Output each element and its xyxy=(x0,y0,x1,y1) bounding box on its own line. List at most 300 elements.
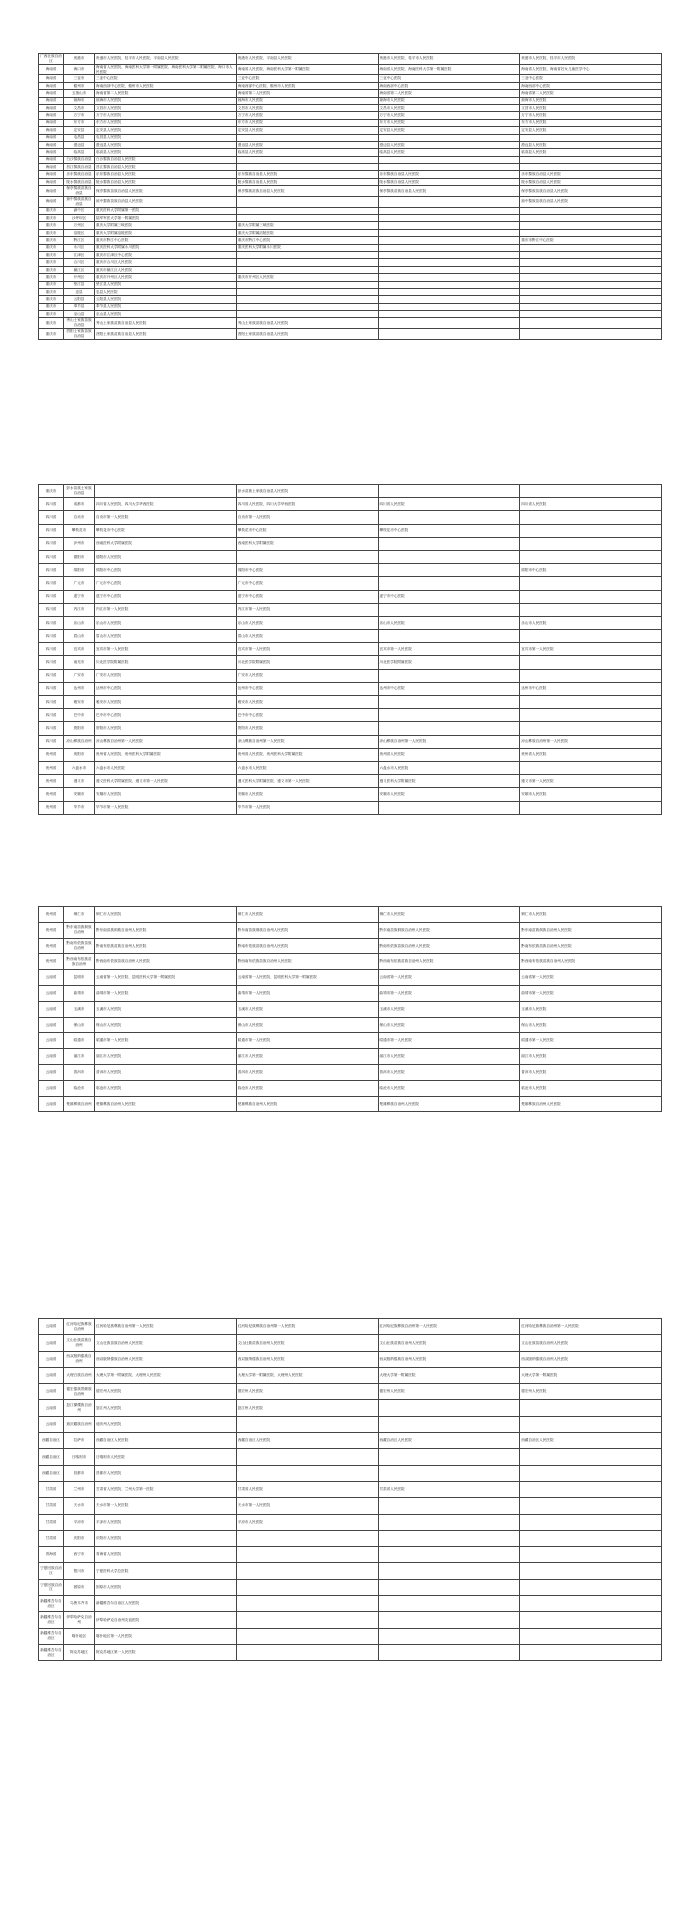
table-row xyxy=(39,1514,662,1530)
hospital-cell xyxy=(378,1498,520,1514)
hospital-cell: 陵水黎族自治县人民医院 xyxy=(378,178,520,185)
hospital-cell xyxy=(378,709,520,722)
hospital-cell xyxy=(378,329,520,340)
city-cell: 平凉市 xyxy=(64,1514,95,1530)
hospital-cell: 重庆大学附属三峡医院 xyxy=(95,222,237,229)
table-row xyxy=(39,75,662,82)
hospital-cell: 重庆市黔江中心医院 xyxy=(520,237,662,244)
hospital-cell: 遵义医科大学附属医院、遵义市第一人民医院 xyxy=(95,775,237,788)
hospital-cell: 文昌市人民医院 xyxy=(236,104,378,111)
hospital-cell xyxy=(378,603,520,616)
city-cell: 昆明市 xyxy=(64,970,95,986)
table-row xyxy=(39,97,662,104)
hospital-cell xyxy=(520,1465,662,1481)
province-cell: 四川省 xyxy=(39,577,64,590)
city-cell: 凉山彝族自治州 xyxy=(64,735,95,748)
hospital-cell: 黔东南苗族侗族自治州人民医院 xyxy=(95,922,237,938)
hospital-cell xyxy=(520,1481,662,1497)
hospital-cell: 达州市中心医院 xyxy=(95,682,237,695)
table-row xyxy=(39,970,662,986)
city-cell: 银川市 xyxy=(64,1563,95,1579)
hospital-cell xyxy=(236,1547,378,1563)
hospital-cell: 临沧市人民医院 xyxy=(378,1080,520,1096)
table-row xyxy=(39,134,662,141)
hospital-cell: 海南省人民医院、海南医科大学第一附属医院 xyxy=(236,64,378,75)
hospital-cell: 普洱市人民医院 xyxy=(378,1064,520,1080)
province-cell: 重庆市 xyxy=(39,207,64,214)
hospital-cell: 自贡市第一人民医院 xyxy=(95,511,237,524)
hospital-cell: 乐山市人民医院 xyxy=(236,616,378,629)
hospital-cell xyxy=(378,537,520,550)
city-cell: 广安市 xyxy=(64,669,95,682)
table-row xyxy=(39,511,662,524)
hospital-cell xyxy=(520,696,662,709)
hospital-cell: 大理大学第一附属医院 xyxy=(378,1367,520,1383)
city-cell: 毕节市 xyxy=(64,801,95,814)
province-cell: 云南省 xyxy=(39,1080,64,1096)
hospital-cell: 万宁市人民医院 xyxy=(520,112,662,119)
hospital-cell xyxy=(520,164,662,171)
hospital-cell xyxy=(378,1579,520,1595)
hospital-cell: 临高县人民医院 xyxy=(95,149,237,156)
hospital-cell: 乐山市人民医院 xyxy=(95,616,237,629)
hospital-cell: 黔东南苗族侗族自治州人民医院 xyxy=(378,922,520,938)
province-cell: 四川省 xyxy=(39,603,64,616)
hospital-cell: 青海省人民医院 xyxy=(95,1547,237,1563)
city-cell: 五指山市 xyxy=(64,90,95,97)
hospital-cell: 保山市人民医院 xyxy=(378,1017,520,1033)
city-cell: 泸州市 xyxy=(64,537,95,550)
city-cell: 达州市 xyxy=(64,682,95,695)
city-cell: 内江市 xyxy=(64,603,95,616)
hospital-cell: 陵水黎族自治县人民医院 xyxy=(520,178,662,185)
hospital-cell xyxy=(520,524,662,537)
hospital-cell xyxy=(236,156,378,163)
hospital-cell: 澄迈县人民医院 xyxy=(95,141,237,148)
hospital-cell xyxy=(378,266,520,273)
hospital-cell xyxy=(520,281,662,288)
city-cell: 沙坪坝区 xyxy=(64,215,95,222)
hospital-cell: 遂宁市中心医院 xyxy=(378,590,520,603)
city-cell: 三亚市 xyxy=(64,75,95,82)
hospital-cell: 昭通市第一人民医院 xyxy=(520,1033,662,1049)
hospital-cell: 绵阳市中心医院 xyxy=(95,564,237,577)
hospital-cell: 忠县人民医院 xyxy=(95,288,237,295)
city-cell: 曲靖市 xyxy=(64,985,95,1001)
hospital-cell: 红河哈尼族彝族自治州第一人民医院 xyxy=(236,1319,378,1335)
table-row xyxy=(39,643,662,656)
hospital-cell: 贵港市人民医院、桂平市人民医院 xyxy=(378,54,520,65)
hospital-cell: 乐东黎族自治县人民医院 xyxy=(520,171,662,178)
hospital-cell: 遂宁市中心医院 xyxy=(236,590,378,603)
hospital-cell: 澄迈县人民医院 xyxy=(236,141,378,148)
city-cell: 乌鲁木齐市 xyxy=(64,1596,95,1612)
city-cell: 楚雄彝族自治州 xyxy=(64,1096,95,1112)
hospital-cell: 攀枝花市中心医院 xyxy=(236,524,378,537)
province-cell: 云南省 xyxy=(39,1017,64,1033)
hospital-cell: 四川省人民医院 xyxy=(520,498,662,511)
table-page-3 xyxy=(38,906,662,1112)
province-cell: 云南省 xyxy=(39,1335,64,1351)
hospital-cell xyxy=(520,761,662,774)
hospital-cell: 海南省第二人民医院 xyxy=(236,90,378,97)
city-cell: 六盘水市 xyxy=(64,761,95,774)
hospital-cell xyxy=(520,296,662,303)
city-cell: 屯昌县 xyxy=(64,134,95,141)
hospital-cell xyxy=(378,630,520,643)
hospital-cell: 万宁市人民医院 xyxy=(95,112,237,119)
province-cell: 贵州省 xyxy=(39,907,64,923)
province-cell: 云南省 xyxy=(39,1064,64,1080)
city-cell: 宜宾市 xyxy=(64,643,95,656)
table-row xyxy=(39,775,662,788)
hospital-cell: 铜仁市人民医院 xyxy=(236,907,378,923)
city-cell: 保亭黎族苗族自治县 xyxy=(64,186,95,197)
hospital-cell: 安顺市人民医院 xyxy=(95,788,237,801)
hospital-cell xyxy=(520,288,662,295)
hospital-cell: 海南省第二人民医院 xyxy=(378,90,520,97)
hospital-cell: 内江市第一人民医院 xyxy=(95,603,237,616)
table-row xyxy=(39,669,662,682)
hospital-cell xyxy=(378,222,520,229)
city-cell: 昌江黎族自治县 xyxy=(64,164,95,171)
hospital-cell: 铜仁市人民医院 xyxy=(520,907,662,923)
hospital-cell xyxy=(378,564,520,577)
province-cell: 贵州省 xyxy=(39,922,64,938)
province-cell: 贵州省 xyxy=(39,748,64,761)
hospital-cell: 重庆市黔江中心医院 xyxy=(95,237,237,244)
province-cell: 重庆市 xyxy=(39,229,64,236)
table-row xyxy=(39,761,662,774)
province-cell: 重庆市 xyxy=(39,485,64,498)
hospital-cell: 文山壮族苗族自治州人民医院 xyxy=(378,1335,520,1351)
hospital-cell xyxy=(378,215,520,222)
hospital-cell: 白沙黎族自治县人民医院 xyxy=(95,156,237,163)
table-row xyxy=(39,156,662,163)
hospital-cell: 宜宾市第一人民医院 xyxy=(95,643,237,656)
province-cell: 贵州省 xyxy=(39,801,64,814)
province-cell: 贵州省 xyxy=(39,954,64,970)
province-cell: 重庆市 xyxy=(39,274,64,281)
hospital-cell xyxy=(236,215,378,222)
city-cell: 兰州市 xyxy=(64,1481,95,1497)
hospital-cell: 三亚中心医院 xyxy=(378,75,520,82)
hospital-cell: 琼海市人民医院 xyxy=(520,97,662,104)
hospital-cell: 琼海市人民医院 xyxy=(378,97,520,104)
hospital-cell xyxy=(520,1596,662,1612)
table-row xyxy=(39,985,662,1001)
hospital-cell: 东方市人民医院 xyxy=(95,119,237,126)
table-row xyxy=(39,112,662,119)
hospital-cell: 酉阳土家族苗族自治县人民医院 xyxy=(236,329,378,340)
province-cell: 四川省 xyxy=(39,735,64,748)
province-cell: 甘肃省 xyxy=(39,1530,64,1546)
hospital-cell xyxy=(520,274,662,281)
province-cell: 四川省 xyxy=(39,564,64,577)
city-cell: 德阳市 xyxy=(64,550,95,563)
hospital-cell xyxy=(520,215,662,222)
province-cell: 广西壮族自治区 xyxy=(40,54,62,63)
table-row xyxy=(39,1596,662,1612)
hospital-cell: 文山壮族苗族自治州人民医院 xyxy=(236,1335,378,1351)
table-row xyxy=(39,1001,662,1017)
table-row xyxy=(39,656,662,669)
hospital-cell: 平凉市人民医院 xyxy=(236,1514,378,1530)
city-cell: 陵水黎族自治县 xyxy=(64,178,95,185)
hospital-cell: 巴中市中心医院 xyxy=(236,709,378,722)
hospital-cell xyxy=(236,311,378,318)
hospital-cell: 重庆医科大学附属永川医院 xyxy=(95,244,237,251)
table-row xyxy=(39,1579,662,1595)
hospital-cell: 乐东黎族自治县人民医院 xyxy=(378,171,520,178)
city-cell: 阿克苏地区 xyxy=(64,1644,95,1660)
province-cell: 贵州省 xyxy=(39,788,64,801)
hospital-cell: 定安县人民医院 xyxy=(236,127,378,134)
hospital-cell xyxy=(378,1644,520,1660)
hospital-cell xyxy=(520,1628,662,1644)
province-cell: 云南省 xyxy=(39,1400,64,1416)
table-row xyxy=(39,788,662,801)
hospital-cell: 贵港市人民医院、平南县人民医院 xyxy=(236,54,378,65)
hospital-cell: 玉溪市人民医院 xyxy=(95,1001,237,1017)
hospital-cell: 黔西南布依族苗族自治州人民医院 xyxy=(95,954,237,970)
hospital-cell: 琼海市人民医院 xyxy=(95,97,237,104)
city-cell: 乐东黎族自治县 xyxy=(64,171,95,178)
hospital-cell: 德宏州人民医院 xyxy=(95,1384,237,1400)
hospital-cell: 贵州省人民医院 xyxy=(378,748,520,761)
hospital-cell xyxy=(520,156,662,163)
hospital-cell: 攀枝花市中心医院 xyxy=(95,524,237,537)
table-row xyxy=(39,1033,662,1049)
hospital-cell: 定安县人民医院 xyxy=(520,127,662,134)
hospital-cell xyxy=(378,274,520,281)
city-cell: 开州区 xyxy=(64,274,95,281)
hospital-cell: 西南医科大学附属医院 xyxy=(95,537,237,550)
hospital-cell: 乐山市人民医院 xyxy=(378,616,520,629)
city-cell: 喀什地区 xyxy=(64,1628,95,1644)
table-row xyxy=(39,1628,662,1644)
hospital-table xyxy=(38,484,662,815)
table-row xyxy=(39,682,662,695)
table-row xyxy=(39,1563,662,1579)
province-cell: 四川省 xyxy=(39,524,64,537)
table-row xyxy=(39,178,662,185)
hospital-cell: 平凉市人民医院 xyxy=(95,1514,237,1530)
hospital-cell: 楚雄彝族自治州人民医院 xyxy=(378,1096,520,1112)
hospital-cell: 文昌市人民医院 xyxy=(95,104,237,111)
hospital-cell: 眉山市人民医院 xyxy=(95,630,237,643)
hospital-cell xyxy=(378,722,520,735)
city-cell: 文昌市 xyxy=(64,104,95,111)
hospital-cell: 楚雄彝族自治州人民医院 xyxy=(520,1096,662,1112)
hospital-cell: 屯昌县人民医院 xyxy=(95,134,237,141)
hospital-cell xyxy=(520,222,662,229)
city-cell: 万宁市 xyxy=(64,112,95,119)
hospital-cell: 广元市中心医院 xyxy=(95,577,237,590)
province-cell: 海南省 xyxy=(39,196,64,207)
table-row xyxy=(39,938,662,954)
table-row xyxy=(39,735,662,748)
hospital-cell: 广安市人民医院 xyxy=(95,669,237,682)
hospital-cell xyxy=(520,1400,662,1416)
hospital-cell: 凉山彝族自治州第一人民医院 xyxy=(95,735,237,748)
city-cell: 定安县 xyxy=(64,127,95,134)
hospital-cell: 文昌市人民医院 xyxy=(378,104,520,111)
city-cell: 眉山市 xyxy=(64,630,95,643)
hospital-cell xyxy=(520,1498,662,1514)
hospital-cell: 云南省第一人民医院 xyxy=(378,970,520,986)
province-cell: 甘肃省 xyxy=(39,1498,64,1514)
province-cell: 四川省 xyxy=(39,669,64,682)
city-cell: 云阳县 xyxy=(64,296,95,303)
hospital-cell xyxy=(378,1514,520,1530)
table-row xyxy=(39,237,662,244)
province-cell: 重庆市 xyxy=(39,296,64,303)
table-page-4 xyxy=(38,1318,662,1661)
hospital-cell xyxy=(378,296,520,303)
hospital-cell: 海南西部中心医院 xyxy=(520,82,662,89)
hospital-cell: 天水市第一人民医院 xyxy=(95,1498,237,1514)
province-cell: 新疆维吾尔自治区 xyxy=(39,1596,64,1612)
hospital-cell: 黔西南布依族苗族自治州人民医院 xyxy=(378,954,520,970)
table-row xyxy=(39,54,662,65)
hospital-cell: 大理大学第一附属医院 xyxy=(520,1367,662,1383)
hospital-cell xyxy=(520,1644,662,1660)
hospital-cell xyxy=(378,229,520,236)
table-row xyxy=(39,748,662,761)
hospital-cell: 日喀则市人民医院 xyxy=(95,1449,237,1465)
table-row xyxy=(39,82,662,89)
hospital-cell xyxy=(378,303,520,310)
hospital-cell: 宁夏医科大学总医院 xyxy=(95,1563,237,1579)
city-cell: 黔南布依族苗族自治州 xyxy=(64,938,95,954)
hospital-cell: 昌江黎族自治县人民医院 xyxy=(95,164,237,171)
city-cell: 资阳市 xyxy=(64,722,95,735)
hospital-cell: 陵水黎族自治县人民医院 xyxy=(236,178,378,185)
table-row xyxy=(39,1064,662,1080)
hospital-cell xyxy=(378,281,520,288)
table-row xyxy=(39,696,662,709)
province-cell: 甘肃省 xyxy=(39,1481,64,1497)
hospital-cell xyxy=(378,156,520,163)
hospital-cell xyxy=(520,1579,662,1595)
table-row xyxy=(39,288,662,295)
hospital-cell xyxy=(236,288,378,295)
hospital-cell: 遵义医科大学附属医院 xyxy=(378,775,520,788)
hospital-cell xyxy=(378,511,520,524)
hospital-cell xyxy=(378,134,520,141)
hospital-cell: 彭水苗族土家族自治县人民医院 xyxy=(236,485,378,498)
city-cell: 秀山土家族苗族自治县 xyxy=(64,318,95,329)
hospital-cell xyxy=(520,801,662,814)
hospital-cell xyxy=(378,1596,520,1612)
hospital-cell: 东方市人民医院 xyxy=(520,119,662,126)
hospital-cell: 黔东南苗族侗族自治州人民医院 xyxy=(236,922,378,938)
hospital-cell: 文昌市人民医院 xyxy=(520,104,662,111)
province-cell: 云南省 xyxy=(39,1096,64,1112)
hospital-cell xyxy=(378,207,520,214)
hospital-cell xyxy=(236,196,378,207)
city-cell: 固原市 xyxy=(64,1579,95,1595)
hospital-cell: 绵阳市中心医院 xyxy=(236,564,378,577)
table-row xyxy=(39,64,662,75)
table-row xyxy=(39,186,662,197)
hospital-cell: 德宏州人民医院 xyxy=(520,1384,662,1400)
city-cell: 遵义市 xyxy=(64,775,95,788)
hospital-cell xyxy=(520,656,662,669)
hospital-cell: 西藏自治区人民医院 xyxy=(378,1433,520,1449)
hospital-cell xyxy=(520,669,662,682)
hospital-table xyxy=(38,53,662,340)
hospital-cell: 楚雄彝族自治州人民医院 xyxy=(236,1096,378,1112)
hospital-cell: 达州市中心医院 xyxy=(378,682,520,695)
hospital-cell: 眉山市人民医院 xyxy=(236,630,378,643)
city-cell: 永川区 xyxy=(64,244,95,251)
hospital-cell xyxy=(236,207,378,214)
city-cell: 安顺市 xyxy=(64,788,95,801)
hospital-cell: 重庆市綦江区人民医院 xyxy=(95,266,237,273)
table-row xyxy=(39,1319,662,1335)
table-page-1 xyxy=(38,53,662,340)
city-cell: 迪庆藏族自治州 xyxy=(64,1416,95,1432)
table-row xyxy=(39,590,662,603)
hospital-cell xyxy=(520,550,662,563)
province-cell: 海南省 xyxy=(39,97,64,104)
city-cell: 临沧市 xyxy=(64,1080,95,1096)
hospital-cell: 保山市人民医院 xyxy=(236,1017,378,1033)
hospital-cell xyxy=(378,196,520,207)
province-cell: 海南省 xyxy=(39,75,64,82)
table-row xyxy=(39,1465,662,1481)
hospital-cell: 澄迈县人民医院 xyxy=(520,141,662,148)
province-cell: 海南省 xyxy=(39,104,64,111)
hospital-cell xyxy=(236,1644,378,1660)
province-cell: 四川省 xyxy=(39,630,64,643)
province-cell: 四川省 xyxy=(39,511,64,524)
province-cell: 重庆市 xyxy=(39,251,64,258)
hospital-cell: 川北医学院附属医院 xyxy=(95,656,237,669)
hospital-cell: 毕节市第一人民医院 xyxy=(236,801,378,814)
hospital-cell: 德宏州人民医院 xyxy=(378,1384,520,1400)
hospital-cell: 临高县人民医院 xyxy=(520,149,662,156)
hospital-cell: 曲靖市第一人民医院 xyxy=(236,985,378,1001)
table-row xyxy=(39,722,662,735)
table-row xyxy=(39,222,662,229)
province-cell: 重庆市 xyxy=(39,222,64,229)
hospital-cell: 楚雄彝族自治州人民医院 xyxy=(95,1096,237,1112)
hospital-cell xyxy=(378,577,520,590)
province-cell: 海南省 xyxy=(39,156,64,163)
hospital-cell: 巴中市中心医院 xyxy=(95,709,237,722)
city-cell: 成都市 xyxy=(64,498,95,511)
hospital-cell: 宜宾市第一人民医院 xyxy=(236,643,378,656)
city-cell: 涪陵区 xyxy=(64,229,95,236)
hospital-cell xyxy=(520,311,662,318)
city-cell: 黔江区 xyxy=(64,237,95,244)
hospital-cell: 重庆市开州区人民医院 xyxy=(95,274,237,281)
city-cell: 拉萨市 xyxy=(64,1433,95,1449)
province-cell: 云南省 xyxy=(39,1001,64,1017)
hospital-cell xyxy=(236,1563,378,1579)
city-cell: 南充市 xyxy=(64,656,95,669)
hospital-cell: 云南省第一人民医院 xyxy=(520,970,662,986)
table-row xyxy=(39,564,662,577)
city-cell: 保山市 xyxy=(64,1017,95,1033)
hospital-cell: 贵州省人民医院、贵州医科大学附属医院 xyxy=(236,748,378,761)
hospital-cell: 玉溪市人民医院 xyxy=(520,1001,662,1017)
table-row xyxy=(39,119,662,126)
hospital-cell: 三亚中心医院 xyxy=(520,75,662,82)
